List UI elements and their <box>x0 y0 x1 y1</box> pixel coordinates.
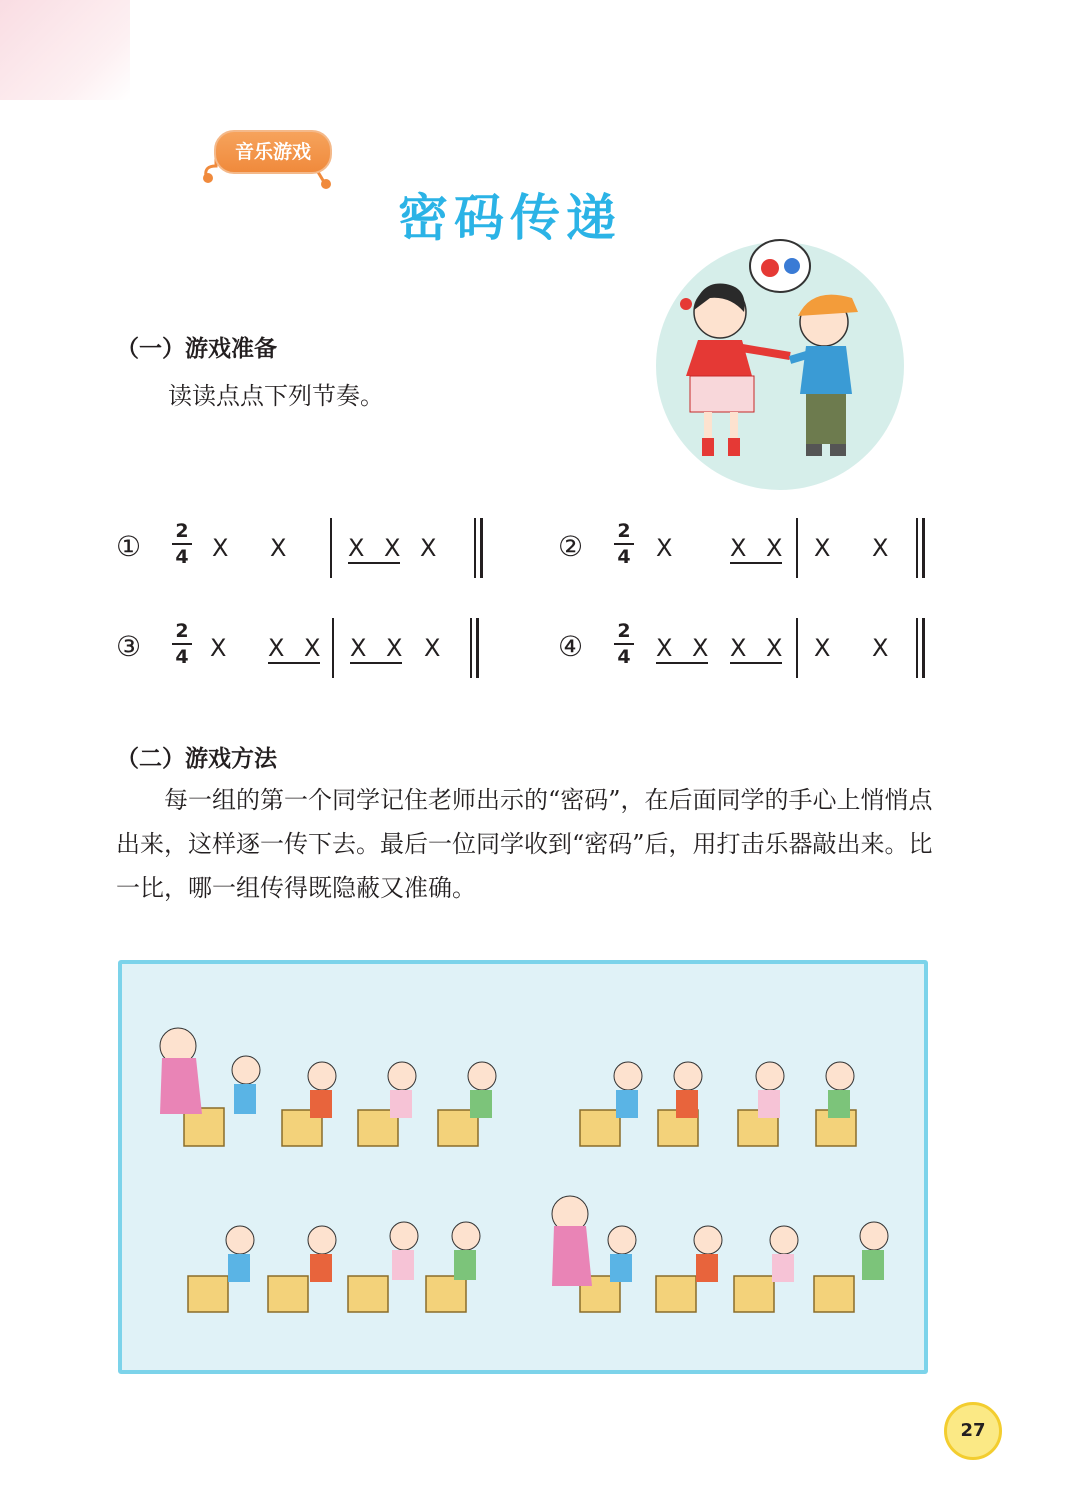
rhythm-2 <box>558 518 918 582</box>
rhythm-number: ② <box>558 530 584 563</box>
barline <box>796 518 798 578</box>
beam <box>730 562 782 564</box>
barline <box>330 518 332 578</box>
rhythm-4 <box>558 618 918 682</box>
end-barline <box>470 618 472 678</box>
rhythm-number: ④ <box>558 630 584 663</box>
music-game-badge <box>200 128 336 190</box>
rhythm-1 <box>116 518 476 582</box>
end-barline-thick <box>922 518 925 578</box>
classroom-illustration <box>122 964 924 1370</box>
note: X <box>420 534 437 562</box>
rhythm-3 <box>116 618 476 682</box>
note: X <box>304 634 321 662</box>
badge-label: 音乐游戏 <box>234 141 311 163</box>
beam <box>348 562 400 564</box>
note: X <box>872 534 889 562</box>
note: X <box>210 634 227 662</box>
note: X <box>730 634 747 662</box>
note: X <box>268 634 285 662</box>
note: X <box>656 534 673 562</box>
end-barline <box>474 518 476 578</box>
note: X <box>384 534 401 562</box>
rhythm-number: ③ <box>116 630 142 663</box>
note: X <box>766 534 783 562</box>
time-signature: 2 4 <box>172 520 192 568</box>
time-signature: 2 4 <box>614 520 634 568</box>
section1-heading: （一）游戏准备 <box>116 336 277 362</box>
children-illustration <box>640 226 922 492</box>
corner-decoration <box>0 0 130 100</box>
classroom-illustration-panel <box>118 960 928 1374</box>
note: X <box>212 534 229 562</box>
note: X <box>350 634 367 662</box>
note: X <box>656 634 673 662</box>
beam <box>350 662 402 664</box>
time-signature: 2 4 <box>172 620 192 668</box>
end-barline <box>916 518 918 578</box>
note: X <box>424 634 441 662</box>
note: X <box>766 634 783 662</box>
note: X <box>872 634 889 662</box>
note: X <box>386 634 403 662</box>
section2-heading: （二）游戏方法 <box>116 746 277 772</box>
note: X <box>348 534 365 562</box>
beam <box>730 662 782 664</box>
beam <box>656 662 708 664</box>
note: X <box>814 534 831 562</box>
end-barline-thick <box>476 618 479 678</box>
page-number: 27 <box>944 1402 1002 1460</box>
note: X <box>730 534 747 562</box>
section1-instruction: 读读点点下列节奏。 <box>168 382 384 410</box>
note: X <box>814 634 831 662</box>
beam <box>268 662 320 664</box>
barline <box>796 618 798 678</box>
end-barline <box>916 618 918 678</box>
note: X <box>270 534 287 562</box>
end-barline-thick <box>480 518 483 578</box>
barline <box>332 618 334 678</box>
time-signature: 2 4 <box>614 620 634 668</box>
page-title: 密码传递 <box>398 189 622 247</box>
rhythm-number: ① <box>116 530 142 563</box>
section2-body: 每一组的第一个同学记住老师出示的“密码”，在后面同学的手心上悄悄点出来，这样逐一传下去。最后一位同学收到“密码”后，用打击乐器敲出来。比一比，哪一组传得既隐蔽又准确。 <box>116 786 933 902</box>
note: X <box>692 634 709 662</box>
end-barline-thick <box>922 618 925 678</box>
